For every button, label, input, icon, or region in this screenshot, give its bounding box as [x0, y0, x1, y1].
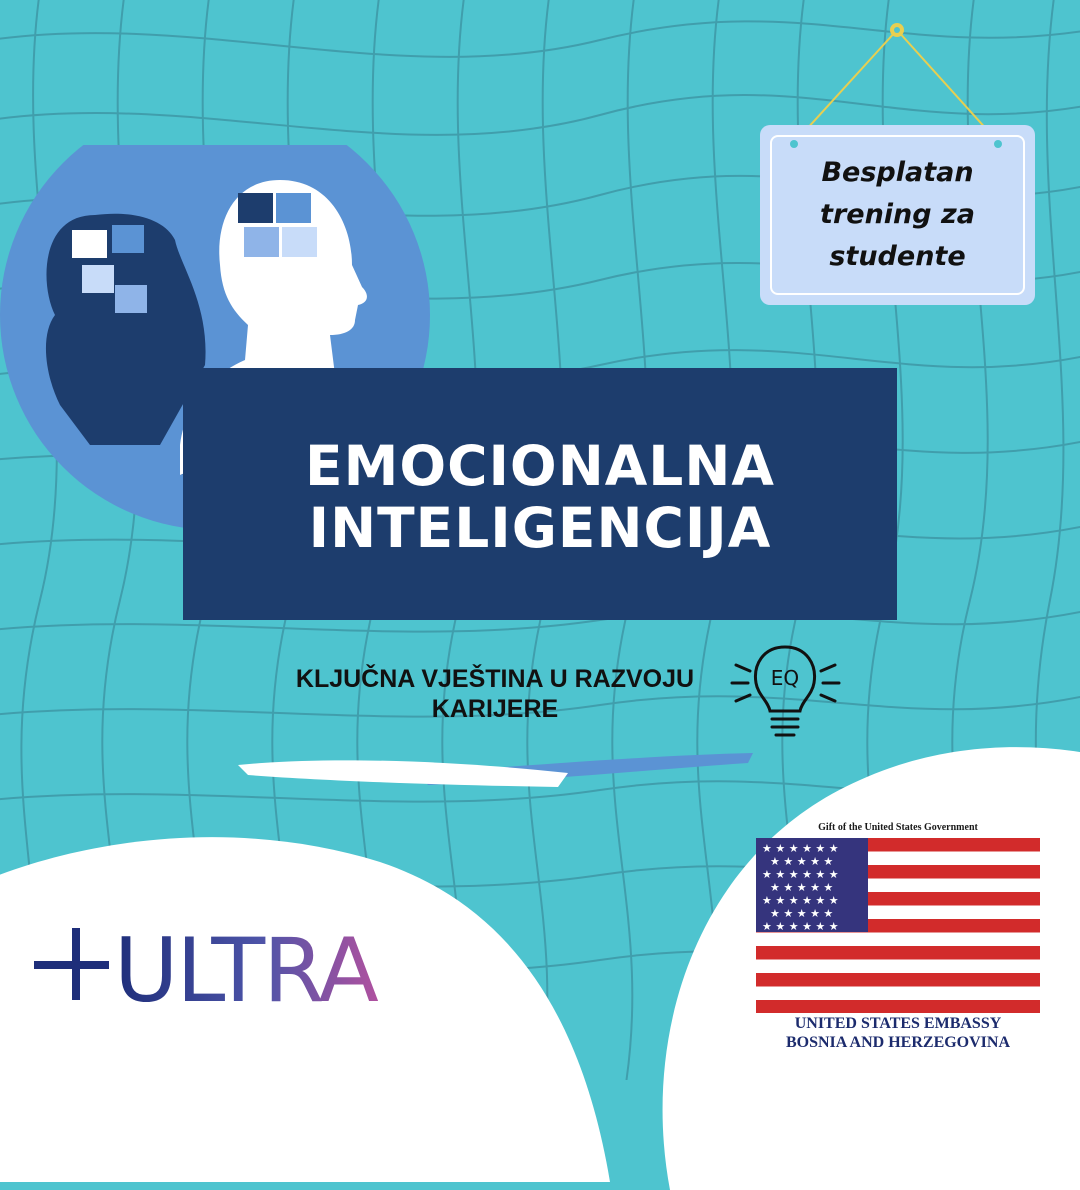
- title-box: [183, 368, 897, 620]
- us-flag-icon: [756, 838, 1040, 1013]
- us-embassy-badge: [748, 818, 1048, 1058]
- sign-text: Besplatan trening za studente: [820, 157, 975, 272]
- svg-text:★ ★ ★ ★ ★ ★: ★ ★ ★ ★ ★ ★: [762, 842, 839, 855]
- page-title: EMOCIONALNA INTELIGENCIJA: [305, 434, 775, 560]
- eq-label: EQ: [770, 666, 800, 690]
- svg-text:★ ★ ★ ★ ★ ★: ★ ★ ★ ★ ★ ★: [762, 868, 839, 881]
- svg-text:★ ★ ★ ★ ★: ★ ★ ★ ★ ★: [770, 881, 834, 894]
- puzzle-piece-icon: [238, 193, 273, 223]
- gift-text: Gift of the United States Government: [818, 822, 978, 833]
- plus-icon: [34, 928, 109, 1000]
- embassy-name: UNITED STATES EMBASSY BOSNIA AND HERZEGOVINA: [785, 1015, 1011, 1051]
- svg-text:★ ★ ★ ★ ★ ★: ★ ★ ★ ★ ★ ★: [762, 920, 839, 933]
- ultra-logo: [34, 928, 454, 1008]
- svg-text:★ ★ ★ ★ ★: ★ ★ ★ ★ ★: [770, 907, 834, 920]
- svg-text:★ ★ ★ ★ ★: ★ ★ ★ ★ ★: [770, 855, 834, 868]
- lightbulb-icon: [728, 635, 843, 745]
- free-training-sign: [760, 125, 1035, 305]
- sign-pins: [790, 139, 1005, 149]
- subtitle: KLJUČNA VJEŠTINA U RAZVOJU KARIJERE: [295, 665, 695, 723]
- logo-text: ULTRA: [114, 928, 377, 1008]
- svg-text:★ ★ ★ ★ ★ ★: ★ ★ ★ ★ ★ ★: [762, 894, 839, 907]
